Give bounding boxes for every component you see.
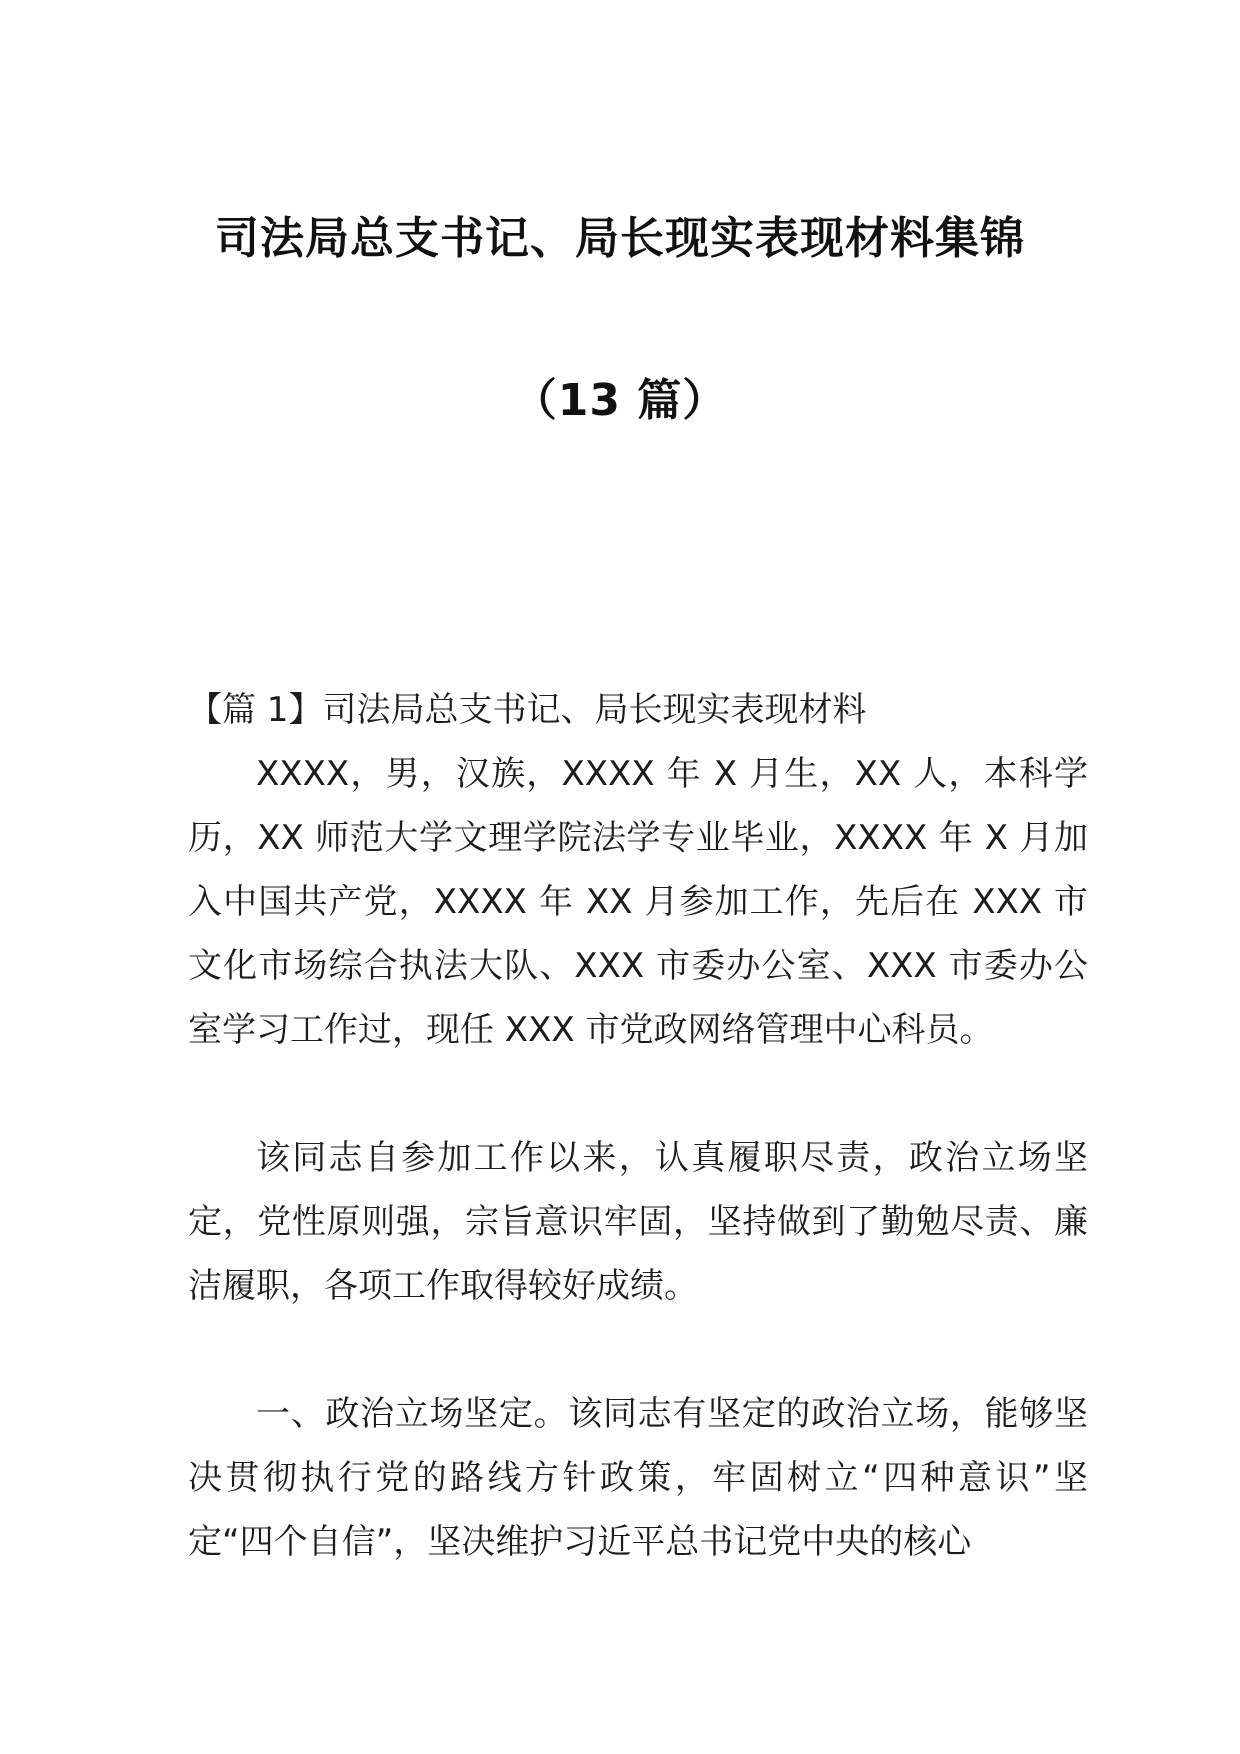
paragraph-summary: 该同志自参加工作以来，认真履职尽责，政治立场坚定，党性原则强，宗旨意识牢固，坚持做到了勤勉尽责、廉洁履职，各项工作取得较好成绩。 — [188, 1138, 1088, 1306]
document-body — [188, 678, 1088, 1574]
section-heading: 【篇 1】司法局总支书记、局长现实表现材料 — [188, 690, 867, 730]
document-title: 司法局总支书记、局长现实表现材料集锦 — [215, 213, 1025, 264]
document-subtitle-count: （13 篇） — [512, 375, 728, 426]
paragraph-political-stance: 一、政治立场坚定。该同志有坚定的政治立场，能够坚决贯彻执行党的路线方针政策，牢固树立“四种意识”坚定“四个自信”，坚决维护习近平总书记党中央的核心 — [188, 1394, 1088, 1562]
paragraph-profile: XXXX，男，汉族，XXXX 年 X 月生，XX 人，本科学历，XX 师范大学文理学院法学专业毕业，XXXX 年 X 月加入中国共产党，XXXX 年 XX 月参加工作，先后在 XXX 市文化市场综合执法大队、XXX 市委办公室、XXX 市委办公室学习工作过，现任 XXX 市党政网络管理中心科员。 — [188, 754, 1088, 1050]
